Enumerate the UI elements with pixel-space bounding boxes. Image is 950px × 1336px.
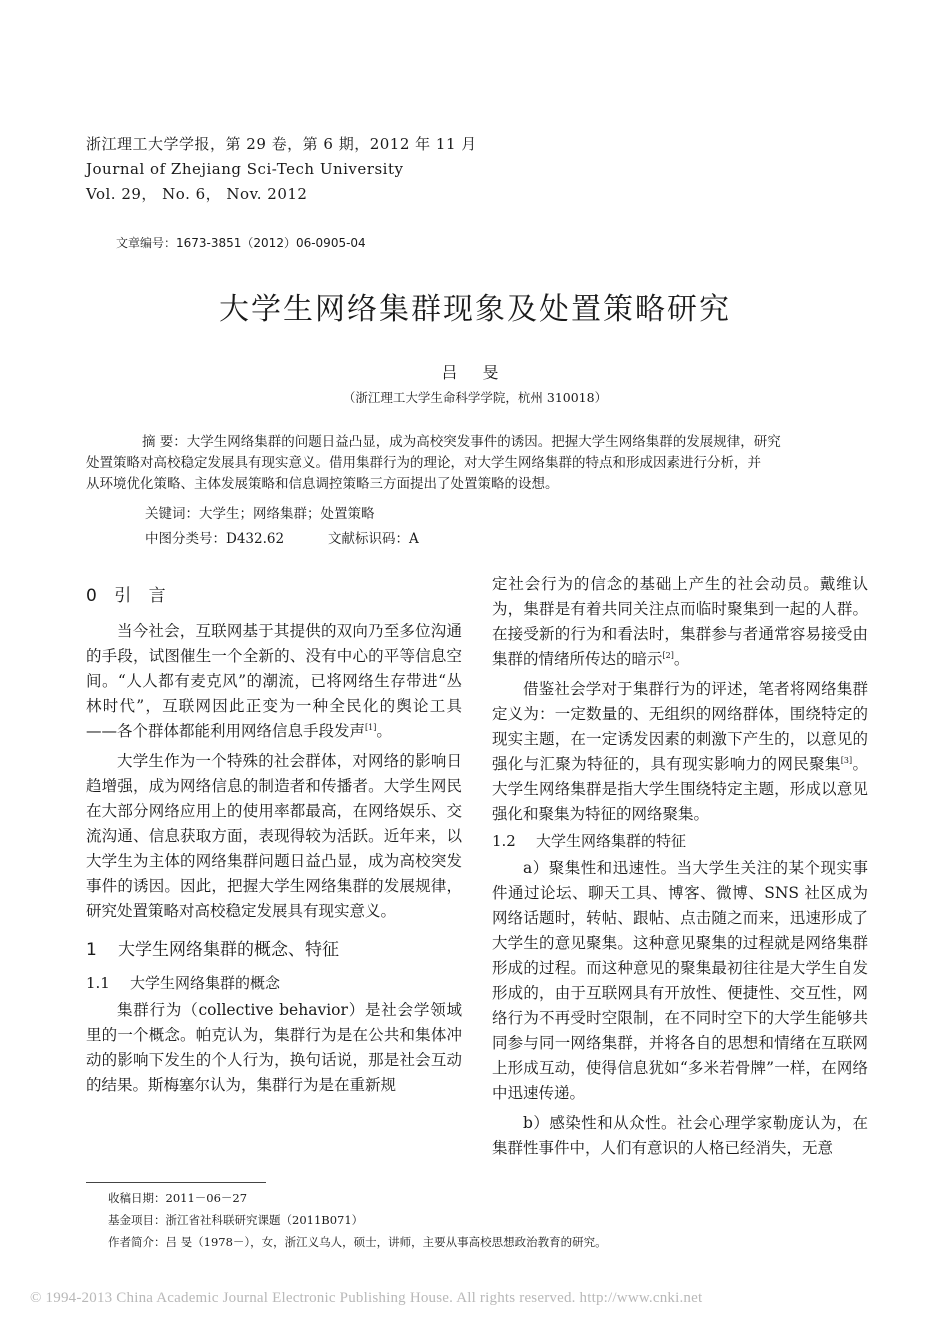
body-paragraph: 借鉴社会学对于集群行为的评述，笔者将网络集群定义为：一定数量的、无组织的网络群体，围绕特定的现实主题，在一定诱发因素的刺激下产生的，以意见的强化与汇聚为特征的，具有现实影响力的网民聚集[3]。大学生网络集群是指大学生围绕特定主题，形成以意见强化和聚集为特征的网络聚集。	[492, 680, 868, 823]
citation-ref: [3]	[840, 755, 853, 765]
body-paragraph: 大学生作为一个特殊的社会群体，对网络的影响日趋增强，成为网络信息的制造者和传播者。大学生网民在大部分网络应用上的使用率都最高，在网络娱乐、交流沟通、信息获取方面，表现得较为活跃。近年来，以大学生为主体的网络集群问题日益凸显，成为高校突发事件的诱因。因此，把握大学生网络集群的发展规律，研究处置策略对高校稳定发展具有现实意义。	[86, 752, 462, 920]
article-number: 文章编号：1673-3851（2012）06-0905-04	[116, 236, 366, 250]
body-paragraph: 定社会行为的信念的基础上产生的社会动员。戴维认为，集群是有着共同关注点而临时聚集到一起的人群。在接受新的行为和看法时，集群参与者通常容易接受由集群的情绪所传达的暗示[2]。	[492, 575, 868, 668]
body-paragraph: 集群行为（collective behavior）是社会学领域里的一个概念。帕克认为，集群行为是在公共和集体冲动的影响下发生的个人行为，换句话说，那是社会互动的结果。斯梅塞尔认为，集群行为是在重新规	[86, 1001, 462, 1094]
journal-header-vol: Vol. 29， No. 6， Nov. 2012	[86, 185, 308, 203]
footnote-fund: 基金项目：浙江省社科联研究课题（2011B071）	[108, 1213, 364, 1227]
copyright-watermark: © 1994-2013 China Academic Journal Electronic Publishing House. All rights reserved. http://www.cnki.net	[30, 1290, 703, 1306]
footnote-divider	[86, 1182, 266, 1183]
citation-ref: [1]	[365, 722, 377, 732]
clc-number: 中图分类号：D432.62	[145, 531, 285, 547]
author-affiliation: （浙江理工大学生命科学学院，杭州 310018）	[342, 390, 608, 405]
left-column	[86, 572, 462, 1098]
body-paragraph: b）感染性和从众性。社会心理学家勒庞认为，在集群性事件中，人们有意识的人格已经消失，无意	[492, 1114, 868, 1157]
subsection-heading-1-1: 1.1 大学生网络集群的概念	[86, 974, 281, 992]
section-heading-intro: 0 引 言	[86, 586, 172, 606]
keywords: 关键词：大学生；网络集群；处置策略	[145, 506, 375, 522]
abstract-line: 处置策略对高校稳定发展具有现实意义。借用集群行为的理论，对大学生网络集群的特点和形成因素进行分析，并	[86, 455, 761, 471]
body-paragraph: 当今社会，互联网基于其提供的双向乃至多位沟通的手段，试图催生一个全新的、没有中心的平等信息空间。“人人都有麦克风”的潮流，已将网络生存带进“丛林时代”，互联网因此正变为一种全民化的舆论工具——各个群体都能利用网络信息手段发声[1]。	[86, 622, 462, 740]
subsection-heading-1-2: 1.2 大学生网络集群的特征	[492, 832, 687, 850]
citation-ref: [2]	[662, 650, 674, 660]
abstract-line: 摘 要：大学生网络集群的问题日益凸显，成为高校突发事件的诱因。把握大学生网络集群的发展规律，研究	[142, 434, 781, 450]
footnote-bio: 作者简介：吕 旻（1978－），女，浙江义乌人，硕士，讲师，主要从事高校思想政治教育的研究。	[108, 1235, 607, 1249]
section-heading-1: 1 大学生网络集群的概念、特征	[86, 940, 339, 960]
paper-title: 大学生网络集群现象及处置策略研究	[219, 292, 731, 327]
document-code: 文献标识码：A	[328, 531, 419, 547]
footnote-received: 收稿日期：2011－06－27	[108, 1191, 248, 1205]
right-column	[492, 572, 868, 1161]
abstract-line: 从环境优化策略、主体发展策略和信息调控策略三方面提出了处置策略的设想。	[86, 476, 559, 492]
author-name: 吕 旻	[441, 363, 509, 382]
abstract	[86, 432, 846, 495]
journal-header-en: Journal of Zhejiang Sci-Tech University	[86, 160, 404, 178]
body-paragraph: a）聚集性和迅速性。当大学生关注的某个现实事件通过论坛、聊天工具、博客、微博、SNS 社区成为网络话题时，转帖、跟帖、点击随之而来，迅速形成了大学生的意见聚集。这种意见聚集的过程就是网络集群形成的过程。而这种意见的聚集最初往往是大学生自发形成的，由于互联网具有开放性、便捷性、交互性，网络行为不再受时空限制，在不同时空下的大学生能够共同参与同一网络集群，并将各自的思想和情绪在互联网上形成互动，使得信息犹如“多米若骨牌”一样，在网络中迅速传递。	[492, 859, 868, 1102]
journal-header-cn: 浙江理工大学学报，第 29 卷，第 6 期，2012 年 11 月	[86, 135, 477, 153]
